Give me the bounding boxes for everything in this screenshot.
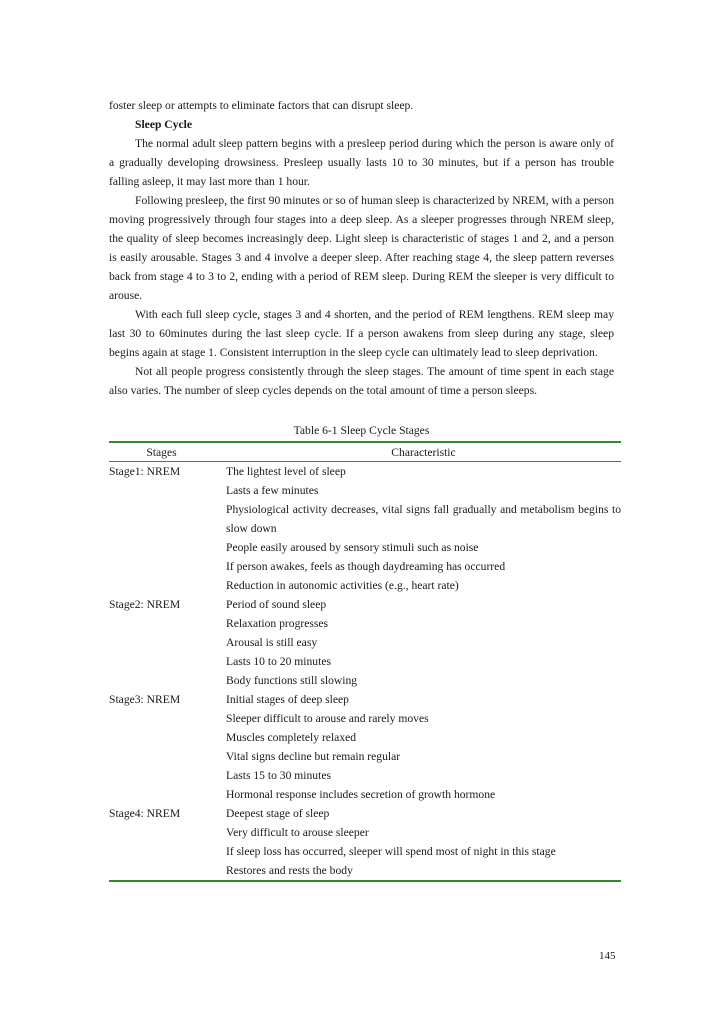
- table-row: [109, 728, 621, 747]
- stage-cell-empty: [109, 481, 226, 500]
- table-row: [109, 652, 621, 671]
- table-row: [109, 633, 621, 652]
- table-row: [109, 823, 621, 842]
- header-characteristic: Characteristic: [226, 442, 621, 462]
- stage-cell-empty: [109, 709, 226, 728]
- page-content: [109, 96, 621, 882]
- table-row: [109, 671, 621, 690]
- stage-cell-empty: [109, 785, 226, 804]
- stage-cell-empty: [109, 500, 226, 538]
- table-row: [109, 595, 621, 614]
- paragraph: The normal adult sleep pattern begins with a presleep period during which the person is aware only of a gradually developing drowsiness. Presleep usually lasts 10 to 30 minutes, but if a person has trouble falling asleep, it may last more than 1 hour.: [109, 137, 614, 188]
- table-row: [109, 842, 621, 861]
- intro-text: foster sleep or attempts to eliminate factors that can disrupt sleep.: [109, 99, 414, 112]
- characteristic-cell: The lightest level of sleep: [226, 465, 346, 478]
- sleep-stages-table: [109, 441, 621, 882]
- characteristic-cell: Period of sound sleep: [226, 598, 327, 611]
- stage-cell-empty: [109, 633, 226, 652]
- characteristic-cell: If person awakes, feels as though daydreaming has occurred: [226, 560, 506, 573]
- table-header-row: [109, 442, 621, 462]
- characteristic-cell: Lasts a few minutes: [226, 484, 319, 497]
- table-row: [109, 709, 621, 728]
- characteristic-cell: People easily aroused by sensory stimuli such as noise: [226, 541, 479, 554]
- stage-cell-empty: [109, 557, 226, 576]
- stage-cell-empty: [109, 766, 226, 785]
- characteristic-cell: Initial stages of deep sleep: [226, 693, 349, 706]
- characteristic-cell: Relaxation progresses: [226, 617, 329, 630]
- section-heading: Sleep Cycle: [135, 118, 192, 131]
- characteristic-cell: Body functions still slowing: [226, 674, 358, 687]
- stage-cell-empty: [109, 576, 226, 595]
- stage-cell-empty: [109, 747, 226, 766]
- characteristic-cell: Sleeper difficult to arouse and rarely moves: [226, 712, 429, 725]
- stage-cell-empty: [109, 538, 226, 557]
- table-row: [109, 557, 621, 576]
- table-row: [109, 500, 621, 538]
- characteristic-cell: Vital signs decline but remain regular: [226, 750, 401, 763]
- stage-label: Stage3: NREM: [109, 693, 181, 706]
- paragraph: With each full sleep cycle, stages 3 and 4 shorten, and the period of REM lengthens. REM sleep may last 30 to 60minutes during the last sleep cycle. If a person awakens from sleep during any stage, sleep begins again at stage 1. Consistent interruption in the sleep cycle can ultimately lead to sleep deprivation.: [109, 308, 614, 359]
- characteristic-cell: Hormonal response includes secretion of growth hormone: [226, 788, 496, 801]
- table-row: [109, 747, 621, 766]
- stage-cell-empty: [109, 842, 226, 861]
- table-row: [109, 690, 621, 709]
- table-row: [109, 481, 621, 500]
- characteristic-cell: Arousal is still easy: [226, 636, 318, 649]
- table-body: [109, 462, 621, 882]
- characteristic-cell: Lasts 10 to 20 minutes: [226, 655, 331, 668]
- stage-label: Stage4: NREM: [109, 807, 181, 820]
- stage-label: Stage1: NREM: [109, 465, 181, 478]
- stage-cell-empty: [109, 652, 226, 671]
- table-row: [109, 804, 621, 823]
- characteristic-cell: Very difficult to arouse sleeper: [226, 826, 369, 839]
- characteristic-cell: Physiological activity decreases, vital signs fall gradually and metabolism begins to slow down: [226, 503, 621, 535]
- characteristic-cell: Restores and rests the body: [226, 864, 353, 877]
- stage-cell-empty: [109, 671, 226, 690]
- paragraph: Not all people progress consistently through the sleep stages. The amount of time spent in each stage also varies. The number of sleep cycles depends on the total amount of time a person sleeps.: [109, 365, 614, 397]
- stage-cell-empty: [109, 614, 226, 633]
- paragraph: Following presleep, the first 90 minutes or so of human sleep is characterized by NREM, with a person moving progressively through four stages into a deep sleep. As a sleeper progresses through NREM sleep, the quality of sleep becomes increasingly deep. Light sleep is characteristic of stages 1 and 2, and a person is easily arousable. Stages 3 and 4 involve a deeper sleep. After reaching stage 4, the sleep pattern reverses back from stage 4 to 3 to 2, ending with a period of REM sleep. During REM the sleeper is very difficult to arouse.: [109, 194, 614, 302]
- table-row: [109, 861, 621, 881]
- table-row: [109, 538, 621, 557]
- stage-cell-empty: [109, 861, 226, 881]
- table-row: [109, 462, 621, 482]
- table-row: [109, 766, 621, 785]
- characteristic-cell: Lasts 15 to 30 minutes: [226, 769, 331, 782]
- stage-cell-empty: [109, 728, 226, 747]
- characteristic-cell: Muscles completely relaxed: [226, 731, 357, 744]
- table-row: [109, 576, 621, 595]
- characteristic-cell: Deepest stage of sleep: [226, 807, 330, 820]
- table-caption: Table 6-1 Sleep Cycle Stages: [293, 424, 430, 437]
- header-stages: Stages: [109, 442, 226, 462]
- table-row: [109, 614, 621, 633]
- stage-label: Stage2: NREM: [109, 598, 181, 611]
- table-row: [109, 785, 621, 804]
- characteristic-cell: If sleep loss has occurred, sleeper will spend most of night in this stage: [226, 845, 556, 858]
- page-number: 145: [599, 950, 616, 962]
- stage-cell-empty: [109, 823, 226, 842]
- characteristic-cell: Reduction in autonomic activities (e.g., heart rate): [226, 579, 459, 592]
